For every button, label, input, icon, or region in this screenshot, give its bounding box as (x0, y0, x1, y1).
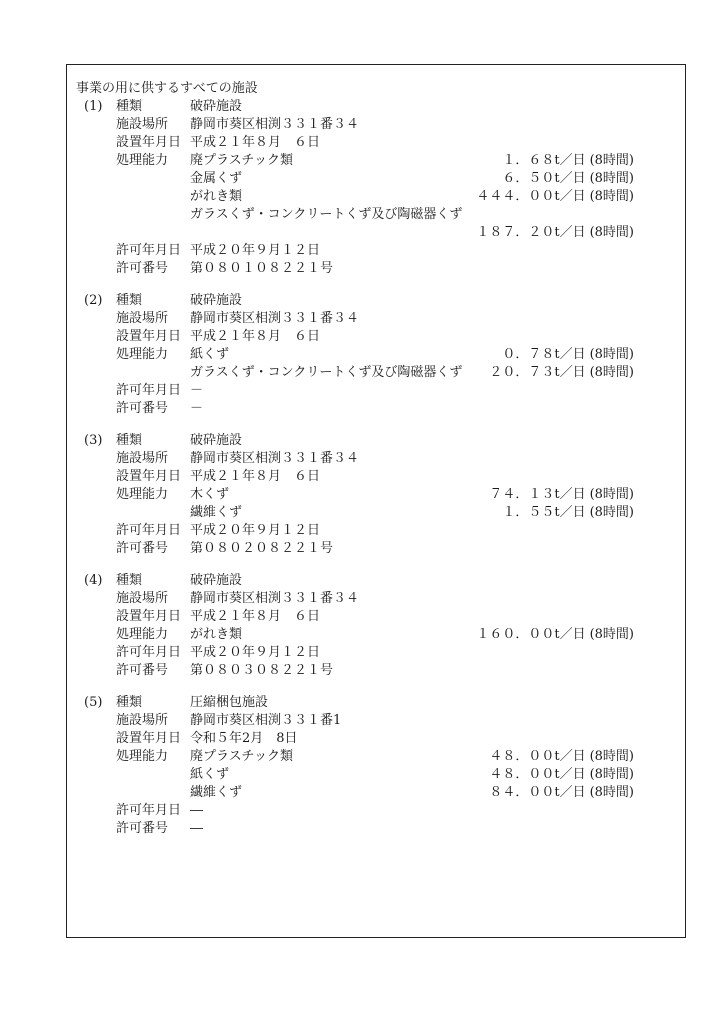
facility-1-permit-date-label: 許可年月日 (116, 243, 182, 258)
facility-1-cap4-rate: １８７．２０t／日 (8時間) (476, 225, 634, 240)
facility-5-type: 圧縮梱包施設 (190, 695, 269, 710)
facility-5-capacity-label: 処理能力 (116, 749, 169, 764)
facility-2-cap2-item: ガラスくず・コンクリートくず及び陶磁器くず (190, 365, 463, 380)
facility-4-permit-no-label: 許可番号 (116, 663, 169, 678)
facility-3-cap2-item: 繊維くず (190, 505, 243, 520)
facility-5-installed: 令和５年2月 8日 (190, 731, 298, 746)
facility-4-type-label: 種類 (116, 573, 143, 588)
facility-4-number: (4) (84, 573, 103, 588)
facility-2-type: 破砕施設 (190, 293, 243, 308)
facility-5-location-label: 施設場所 (116, 713, 169, 728)
facility-3-cap1-item: 木くず (190, 487, 230, 502)
facility-2-cap1-rate: ０．７８t／日 (8時間) (502, 347, 634, 362)
facility-5-cap3-item: 繊維くず (190, 785, 243, 800)
facility-3-type: 破砕施設 (190, 433, 243, 448)
facility-3-type-label: 種類 (116, 433, 143, 448)
facility-1-installed-label: 設置年月日 (116, 135, 182, 150)
facility-4-capacity-label: 処理能力 (116, 627, 169, 642)
facility-5-permit-no: ― (190, 821, 203, 836)
facility-4-installed-label: 設置年月日 (116, 609, 182, 624)
facility-4-permit-date-label: 許可年月日 (116, 645, 182, 660)
facility-1-cap4-item: ガラスくず・コンクリートくず及び陶磁器くず (190, 207, 463, 222)
facility-1-cap1-item: 廃プラスチック類 (190, 153, 293, 168)
facility-5-permit-no-label: 許可番号 (116, 821, 169, 836)
facility-2-type-label: 種類 (116, 293, 143, 308)
facility-3-permit-no: 第０８０２０８２２１号 (190, 541, 334, 556)
facility-3-number: (3) (84, 433, 103, 448)
document-heading: 事業の用に供するすべての施設 (76, 81, 258, 96)
facility-1-location-label: 施設場所 (116, 117, 169, 132)
facility-5-cap2-item: 紙くず (190, 767, 230, 782)
facility-1-cap1-rate: １．６８t／日 (8時間) (502, 153, 634, 168)
facility-4-permit-date: 平成２０年９月１２日 (190, 645, 321, 660)
facility-4-type: 破砕施設 (190, 573, 243, 588)
facility-2-capacity-label: 処理能力 (116, 347, 169, 362)
facility-4-cap1-item: がれき類 (190, 627, 243, 642)
facility-5-number: (5) (84, 695, 103, 710)
facility-1-number: (1) (84, 99, 103, 114)
facility-1-cap3-item: がれき類 (190, 189, 243, 204)
facility-5-installed-label: 設置年月日 (116, 731, 182, 746)
facility-3-location-label: 施設場所 (116, 451, 169, 466)
facility-5-cap2-rate: ４８．００t／日 (8時間) (489, 767, 634, 782)
facility-2-permit-no-label: 許可番号 (116, 401, 169, 416)
facility-2-installed-label: 設置年月日 (116, 329, 182, 344)
facility-2-permit-date-label: 許可年月日 (116, 383, 182, 398)
facility-3-permit-date-label: 許可年月日 (116, 523, 182, 538)
facility-3-cap2-rate: １．５５t／日 (8時間) (502, 505, 634, 520)
facility-1-cap2-item: 金属くず (190, 171, 243, 186)
facility-2-installed: 平成２１年８月 ６日 (190, 329, 321, 344)
facility-4-cap1-rate: １６０．００t／日 (8時間) (476, 627, 634, 642)
facility-1-type-label: 種類 (116, 99, 143, 114)
facility-4-location: 静岡市葵区相渕３３１番３４ (190, 591, 360, 606)
facility-2-cap1-item: 紙くず (190, 347, 230, 362)
facility-3-permit-date: 平成２０年９月１２日 (190, 523, 321, 538)
facility-1-permit-date: 平成２０年９月１２日 (190, 243, 321, 258)
facility-2-permit-date: － (190, 383, 204, 398)
facility-2-permit-no: － (190, 401, 204, 416)
facility-5-cap1-rate: ４８．００t／日 (8時間) (489, 749, 634, 764)
facility-2-location-label: 施設場所 (116, 311, 169, 326)
facility-5-cap1-item: 廃プラスチック類 (190, 749, 293, 764)
facility-4-installed: 平成２１年８月 ６日 (190, 609, 321, 624)
facility-3-location: 静岡市葵区相渕３３１番３４ (190, 451, 360, 466)
facility-1-permit-no: 第０８０１０８２２１号 (190, 261, 334, 276)
facility-2-cap2-rate: ２０．７３t／日 (8時間) (489, 365, 634, 380)
facility-1-installed: 平成２１年８月 ６日 (190, 135, 321, 150)
facility-2-location: 静岡市葵区相渕３３１番３４ (190, 311, 360, 326)
facility-1-cap3-rate: ４４４．００t／日 (8時間) (476, 189, 634, 204)
facility-1-capacity-label: 処理能力 (116, 153, 169, 168)
facility-3-capacity-label: 処理能力 (116, 487, 169, 502)
facility-3-permit-no-label: 許可番号 (116, 541, 169, 556)
facility-5-permit-date: ― (190, 803, 203, 818)
facility-5-type-label: 種類 (116, 695, 143, 710)
facility-1-permit-no-label: 許可番号 (116, 261, 169, 276)
facility-3-cap1-rate: ７４．１３t／日 (8時間) (489, 487, 634, 502)
facility-3-installed: 平成２１年８月 ６日 (190, 469, 321, 484)
facility-5-permit-date-label: 許可年月日 (116, 803, 182, 818)
facility-1-location: 静岡市葵区相渕３３１番３４ (190, 117, 360, 132)
facility-5-location: 静岡市葵区相渕３３１番1 (190, 713, 342, 728)
facility-2-number: (2) (84, 293, 103, 308)
facility-5-cap3-rate: ８４．００t／日 (8時間) (489, 785, 634, 800)
facility-4-location-label: 施設場所 (116, 591, 169, 606)
facility-1-cap2-rate: ６．５０t／日 (8時間) (502, 171, 634, 186)
facility-1-type: 破砕施設 (190, 99, 243, 114)
facility-4-permit-no: 第０８０３０８２２１号 (190, 663, 334, 678)
facility-3-installed-label: 設置年月日 (116, 469, 182, 484)
